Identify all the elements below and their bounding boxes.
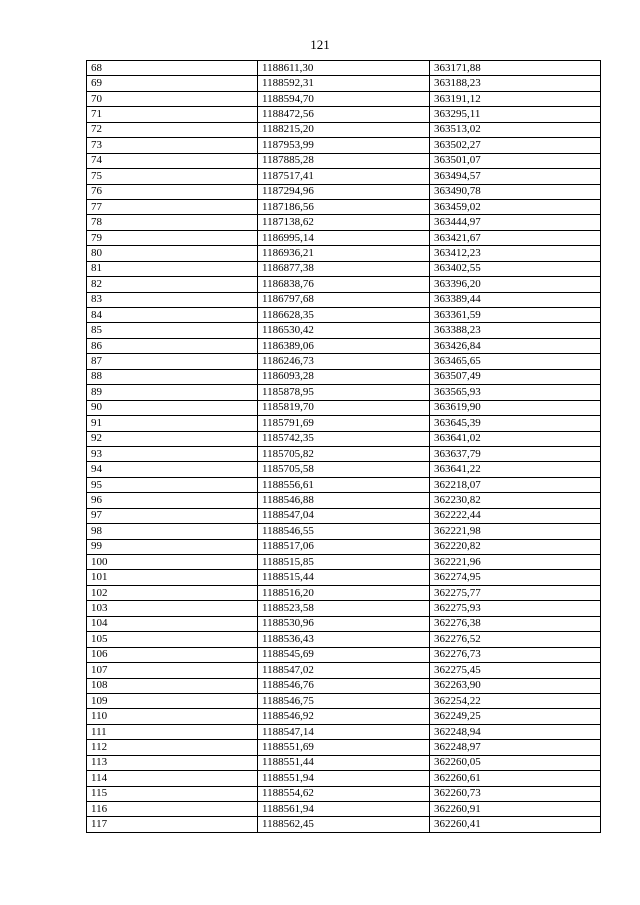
y-coordinate-cell: 362260,41 (430, 817, 601, 832)
x-coordinate-cell: 1187186,56 (258, 199, 430, 214)
x-coordinate-cell: 1186246,73 (258, 354, 430, 369)
x-coordinate-cell: 1188592,31 (258, 76, 430, 91)
table-row (87, 215, 601, 230)
point-number-cell: 93 (87, 446, 258, 461)
table-row (87, 416, 601, 431)
y-coordinate-cell: 363645,39 (430, 416, 601, 431)
table-row (87, 76, 601, 91)
table-row (87, 663, 601, 678)
point-number-cell: 76 (87, 184, 258, 199)
y-coordinate-cell: 362274,95 (430, 570, 601, 585)
point-number-cell: 85 (87, 323, 258, 338)
x-coordinate-cell: 1185819,70 (258, 400, 430, 415)
y-coordinate-cell: 363619,90 (430, 400, 601, 415)
point-number-cell: 89 (87, 385, 258, 400)
table-row (87, 524, 601, 539)
y-coordinate-cell: 362275,93 (430, 601, 601, 616)
y-coordinate-cell: 363191,12 (430, 91, 601, 106)
table-row (87, 261, 601, 276)
y-coordinate-cell: 362220,82 (430, 539, 601, 554)
y-coordinate-cell: 363426,84 (430, 338, 601, 353)
y-coordinate-cell: 363641,22 (430, 462, 601, 477)
y-coordinate-cell: 363421,67 (430, 230, 601, 245)
x-coordinate-cell: 1186936,21 (258, 246, 430, 261)
point-number-cell: 105 (87, 632, 258, 647)
y-coordinate-cell: 362263,90 (430, 678, 601, 693)
y-coordinate-cell: 363188,23 (430, 76, 601, 91)
y-coordinate-cell: 363444,97 (430, 215, 601, 230)
point-number-cell: 83 (87, 292, 258, 307)
y-coordinate-cell: 362260,73 (430, 786, 601, 801)
table-row (87, 385, 601, 400)
point-number-cell: 107 (87, 663, 258, 678)
x-coordinate-cell: 1188515,85 (258, 555, 430, 570)
x-coordinate-cell: 1188515,44 (258, 570, 430, 585)
y-coordinate-cell: 362221,96 (430, 555, 601, 570)
point-number-cell: 112 (87, 740, 258, 755)
table-row (87, 138, 601, 153)
point-number-cell: 69 (87, 76, 258, 91)
point-number-cell: 86 (87, 338, 258, 353)
x-coordinate-cell: 1188551,69 (258, 740, 430, 755)
y-coordinate-cell: 362221,98 (430, 524, 601, 539)
point-number-cell: 115 (87, 786, 258, 801)
y-coordinate-cell: 362276,52 (430, 632, 601, 647)
point-number-cell: 92 (87, 431, 258, 446)
table-row (87, 493, 601, 508)
point-number-cell: 70 (87, 91, 258, 106)
x-coordinate-cell: 1188517,06 (258, 539, 430, 554)
table-row (87, 585, 601, 600)
table-row (87, 246, 601, 261)
y-coordinate-cell: 363389,44 (430, 292, 601, 307)
table-row (87, 400, 601, 415)
point-number-cell: 99 (87, 539, 258, 554)
point-number-cell: 106 (87, 647, 258, 662)
y-coordinate-cell: 363502,27 (430, 138, 601, 153)
table-row (87, 786, 601, 801)
y-coordinate-cell: 363513,02 (430, 122, 601, 137)
point-number-cell: 104 (87, 616, 258, 631)
y-coordinate-cell: 362275,45 (430, 663, 601, 678)
x-coordinate-cell: 1185878,95 (258, 385, 430, 400)
y-coordinate-cell: 363465,65 (430, 354, 601, 369)
y-coordinate-cell: 363361,59 (430, 308, 601, 323)
x-coordinate-cell: 1186628,35 (258, 308, 430, 323)
point-number-cell: 73 (87, 138, 258, 153)
point-number-cell: 116 (87, 802, 258, 817)
y-coordinate-cell: 363637,79 (430, 446, 601, 461)
y-coordinate-cell: 363459,02 (430, 199, 601, 214)
y-coordinate-cell: 362275,77 (430, 585, 601, 600)
y-coordinate-cell: 362260,05 (430, 755, 601, 770)
table-row (87, 354, 601, 369)
table-row (87, 277, 601, 292)
y-coordinate-cell: 362260,61 (430, 771, 601, 786)
point-number-cell: 108 (87, 678, 258, 693)
x-coordinate-cell: 1185742,35 (258, 431, 430, 446)
x-coordinate-cell: 1185791,69 (258, 416, 430, 431)
table-row (87, 539, 601, 554)
y-coordinate-cell: 362276,73 (430, 647, 601, 662)
x-coordinate-cell: 1188536,43 (258, 632, 430, 647)
y-coordinate-cell: 363388,23 (430, 323, 601, 338)
table-row (87, 107, 601, 122)
x-coordinate-cell: 1186530,42 (258, 323, 430, 338)
point-number-cell: 110 (87, 709, 258, 724)
y-coordinate-cell: 363501,07 (430, 153, 601, 168)
x-coordinate-cell: 1186877,38 (258, 261, 430, 276)
point-number-cell: 100 (87, 555, 258, 570)
x-coordinate-cell: 1188523,58 (258, 601, 430, 616)
coordinates-table (86, 60, 601, 833)
point-number-cell: 81 (87, 261, 258, 276)
x-coordinate-cell: 1187517,41 (258, 169, 430, 184)
x-coordinate-cell: 1186838,76 (258, 277, 430, 292)
y-coordinate-cell: 363295,11 (430, 107, 601, 122)
table-row (87, 292, 601, 307)
x-coordinate-cell: 1187294,96 (258, 184, 430, 199)
point-number-cell: 94 (87, 462, 258, 477)
point-number-cell: 79 (87, 230, 258, 245)
x-coordinate-cell: 1188611,30 (258, 61, 430, 76)
page-number: 121 (310, 37, 330, 52)
table-row (87, 169, 601, 184)
table-row (87, 802, 601, 817)
y-coordinate-cell: 363494,57 (430, 169, 601, 184)
point-number-cell: 68 (87, 61, 258, 76)
y-coordinate-cell: 362222,44 (430, 508, 601, 523)
table-row (87, 153, 601, 168)
x-coordinate-cell: 1188554,62 (258, 786, 430, 801)
y-coordinate-cell: 362249,25 (430, 709, 601, 724)
x-coordinate-cell: 1186797,68 (258, 292, 430, 307)
y-coordinate-cell: 362254,22 (430, 693, 601, 708)
point-number-cell: 91 (87, 416, 258, 431)
table-row (87, 184, 601, 199)
table-row (87, 308, 601, 323)
y-coordinate-cell: 362230,82 (430, 493, 601, 508)
x-coordinate-cell: 1188556,61 (258, 477, 430, 492)
table-row (87, 230, 601, 245)
y-coordinate-cell: 362248,94 (430, 724, 601, 739)
table-row (87, 771, 601, 786)
x-coordinate-cell: 1188472,56 (258, 107, 430, 122)
point-number-cell: 80 (87, 246, 258, 261)
x-coordinate-cell: 1188562,45 (258, 817, 430, 832)
x-coordinate-cell: 1188594,70 (258, 91, 430, 106)
x-coordinate-cell: 1188530,96 (258, 616, 430, 631)
table-row (87, 693, 601, 708)
point-number-cell: 95 (87, 477, 258, 492)
x-coordinate-cell: 1188546,55 (258, 524, 430, 539)
table-row (87, 122, 601, 137)
point-number-cell: 77 (87, 199, 258, 214)
x-coordinate-cell: 1188547,14 (258, 724, 430, 739)
table-row (87, 647, 601, 662)
y-coordinate-cell: 362276,38 (430, 616, 601, 631)
point-number-cell: 74 (87, 153, 258, 168)
x-coordinate-cell: 1188516,20 (258, 585, 430, 600)
x-coordinate-cell: 1186389,06 (258, 338, 430, 353)
point-number-cell: 87 (87, 354, 258, 369)
point-number-cell: 72 (87, 122, 258, 137)
point-number-cell: 90 (87, 400, 258, 415)
y-coordinate-cell: 362218,07 (430, 477, 601, 492)
x-coordinate-cell: 1188546,75 (258, 693, 430, 708)
point-number-cell: 96 (87, 493, 258, 508)
table-row (87, 632, 601, 647)
point-number-cell: 101 (87, 570, 258, 585)
point-number-cell: 75 (87, 169, 258, 184)
x-coordinate-cell: 1188545,69 (258, 647, 430, 662)
x-coordinate-cell: 1188551,44 (258, 755, 430, 770)
table-row (87, 91, 601, 106)
table-row (87, 508, 601, 523)
point-number-cell: 117 (87, 817, 258, 832)
y-coordinate-cell: 363412,23 (430, 246, 601, 261)
table-row (87, 199, 601, 214)
table-row (87, 369, 601, 384)
table-row (87, 446, 601, 461)
point-number-cell: 82 (87, 277, 258, 292)
y-coordinate-cell: 363565,93 (430, 385, 601, 400)
point-number-cell: 103 (87, 601, 258, 616)
x-coordinate-cell: 1188546,92 (258, 709, 430, 724)
table-row (87, 477, 601, 492)
table-row (87, 817, 601, 832)
x-coordinate-cell: 1188215,20 (258, 122, 430, 137)
point-number-cell: 78 (87, 215, 258, 230)
point-number-cell: 71 (87, 107, 258, 122)
x-coordinate-cell: 1186093,28 (258, 369, 430, 384)
table-row (87, 616, 601, 631)
point-number-cell: 102 (87, 585, 258, 600)
y-coordinate-cell: 363171,88 (430, 61, 601, 76)
coordinates-table-body (87, 61, 601, 833)
x-coordinate-cell: 1188546,88 (258, 493, 430, 508)
table-row (87, 724, 601, 739)
y-coordinate-cell: 363402,55 (430, 261, 601, 276)
table-row (87, 462, 601, 477)
table-row (87, 740, 601, 755)
x-coordinate-cell: 1187953,99 (258, 138, 430, 153)
x-coordinate-cell: 1188561,94 (258, 802, 430, 817)
x-coordinate-cell: 1188547,04 (258, 508, 430, 523)
table-row (87, 61, 601, 76)
table-row (87, 570, 601, 585)
point-number-cell: 109 (87, 693, 258, 708)
x-coordinate-cell: 1188547,02 (258, 663, 430, 678)
x-coordinate-cell: 1188546,76 (258, 678, 430, 693)
y-coordinate-cell: 363641,02 (430, 431, 601, 446)
x-coordinate-cell: 1185705,82 (258, 446, 430, 461)
point-number-cell: 98 (87, 524, 258, 539)
table-row (87, 709, 601, 724)
y-coordinate-cell: 363490,78 (430, 184, 601, 199)
table-row (87, 431, 601, 446)
x-coordinate-cell: 1186995,14 (258, 230, 430, 245)
x-coordinate-cell: 1187138,62 (258, 215, 430, 230)
x-coordinate-cell: 1187885,28 (258, 153, 430, 168)
point-number-cell: 114 (87, 771, 258, 786)
y-coordinate-cell: 363507,49 (430, 369, 601, 384)
table-row (87, 755, 601, 770)
table-row (87, 678, 601, 693)
x-coordinate-cell: 1188551,94 (258, 771, 430, 786)
point-number-cell: 84 (87, 308, 258, 323)
point-number-cell: 97 (87, 508, 258, 523)
table-row (87, 555, 601, 570)
y-coordinate-cell: 362248,97 (430, 740, 601, 755)
point-number-cell: 88 (87, 369, 258, 384)
table-row (87, 601, 601, 616)
table-row (87, 323, 601, 338)
x-coordinate-cell: 1185705,58 (258, 462, 430, 477)
point-number-cell: 111 (87, 724, 258, 739)
table-row (87, 338, 601, 353)
y-coordinate-cell: 363396,20 (430, 277, 601, 292)
y-coordinate-cell: 362260,91 (430, 802, 601, 817)
point-number-cell: 113 (87, 755, 258, 770)
